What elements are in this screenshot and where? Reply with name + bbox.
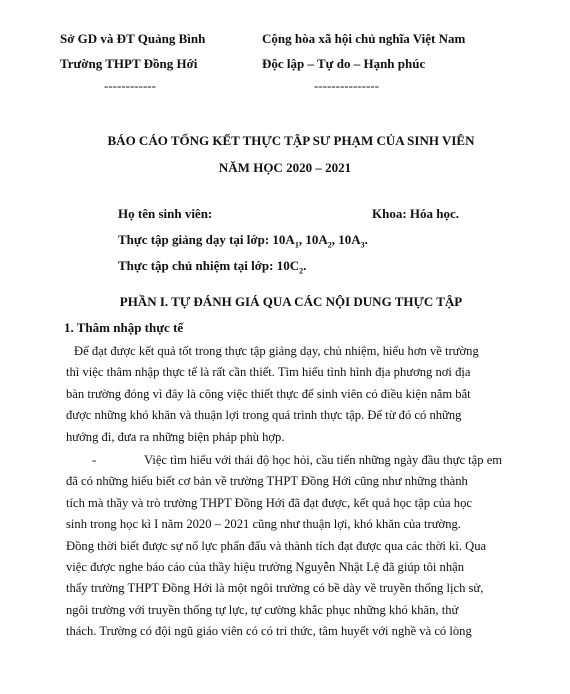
national-motto: Độc lập – Tự do – Hạnh phúc bbox=[262, 56, 426, 71]
paragraph-line: sinh trong học kì I năm 2020 – 2021 cũng như thuận lợi, khó khăn của trường. bbox=[66, 517, 461, 532]
list-dash: - bbox=[92, 453, 97, 467]
header-left bbox=[60, 31, 240, 94]
homeroom-class bbox=[118, 258, 306, 274]
paragraph-line: được những khó khăn và thuận lợi trong quá trình thực tập. Để từ đó có những bbox=[66, 408, 462, 423]
paragraph-line: bàn trường đóng vì đây là công việc thiết thực để sinh viên có điều kiện nắm bắt bbox=[66, 386, 471, 401]
paragraph-line: việc được nghe báo cáo của thầy hiệu trưởng Nguyễn Nhật Lệ đã giúp tôi nhận bbox=[66, 559, 465, 574]
class-sep-2: , 10A bbox=[331, 232, 361, 247]
paragraph-line: Đồng thời biết được sự nổ lực phấn đấu và thành tích đạt được qua các thời kì. Qua bbox=[66, 538, 487, 553]
report-title: BÁO CÁO TỔNG KẾT THỰC TẬP SƯ PHẠM CỦA SINH VIÊN bbox=[107, 133, 475, 148]
homeroom-label: Thực tập chủ nhiệm tại lớp: 10C bbox=[118, 258, 300, 273]
class-sub-1: 1 bbox=[294, 240, 299, 250]
school-name: Trường THPT Đồng Hới bbox=[60, 56, 198, 71]
paragraph-line: tích mà thầy và trò trường THPT Đồng Hới đã đạt được, kết quả học tập của học bbox=[66, 495, 472, 510]
student-name-label: Họ tên sinh viên: bbox=[118, 206, 213, 221]
department-name: Sở GD và ĐT Quảng Bình bbox=[60, 31, 206, 46]
header-right bbox=[262, 31, 492, 94]
report-year: NĂM HỌC 2020 – 2021 bbox=[218, 160, 352, 175]
class-sub-2: 2 bbox=[327, 240, 332, 250]
header-right-divider: --------------- bbox=[314, 78, 379, 93]
header-left-divider: ------------ bbox=[104, 78, 156, 93]
paragraph-line bbox=[66, 450, 506, 471]
paragraph-line: hướng đi, đưa ra những biện pháp phù hợp. bbox=[66, 429, 285, 444]
teaching-classes bbox=[118, 232, 368, 248]
teaching-end: . bbox=[364, 232, 368, 247]
faculty-label: Khoa: Hóa học. bbox=[372, 206, 460, 221]
paragraph-line: thách. Trường có đội ngũ giáo viên có có tri thức, tâm huyết với nghề và có lòng bbox=[66, 624, 472, 639]
country-name: Cộng hòa xã hội chủ nghĩa Việt Nam bbox=[262, 31, 466, 46]
homeroom-sub: 2 bbox=[299, 266, 304, 276]
paragraph-2 bbox=[66, 450, 506, 643]
part-1-heading: PHẦN I. TỰ ĐÁNH GIÁ QUA CÁC NỘI DUNG THỰC TẬP bbox=[119, 294, 463, 309]
homeroom-end: . bbox=[303, 258, 307, 273]
paragraph-line: ngôi trường với truyền thống tự lực, tự cường khắc phục những khó khăn, thử bbox=[66, 602, 459, 617]
teaching-label: Thực tập giảng dạy tại lớp: 10A bbox=[118, 232, 295, 247]
class-sub-3: 3 bbox=[360, 240, 365, 250]
class-sep-1: , 10A bbox=[298, 232, 328, 247]
paragraph-line: Để đạt được kết quả tốt trong thực tập giảng dạy, chủ nhiệm, hiểu hơn về trường bbox=[74, 344, 479, 358]
paragraph-line: thì việc thâm nhập thực tế là rất cần thiết. Tìm hiểu tình hình địa phương nơi địa bbox=[66, 365, 471, 380]
paragraph-line: đã có những hiểu biết cơ bản về trường THPT Đồng Hới cũng như những thành bbox=[66, 474, 468, 489]
paragraph-1 bbox=[66, 341, 506, 448]
section-1-heading: 1. Thâm nhập thực tế bbox=[64, 320, 184, 335]
paragraph-line-text: Việc tìm hiểu với thái độ học hỏi, cầu tiến những ngày đầu thực tập em bbox=[144, 453, 503, 467]
paragraph-line: thấy trường THPT Đồng Hới là một ngôi trường có bề dày về truyền thống lịch sử, bbox=[66, 581, 484, 596]
